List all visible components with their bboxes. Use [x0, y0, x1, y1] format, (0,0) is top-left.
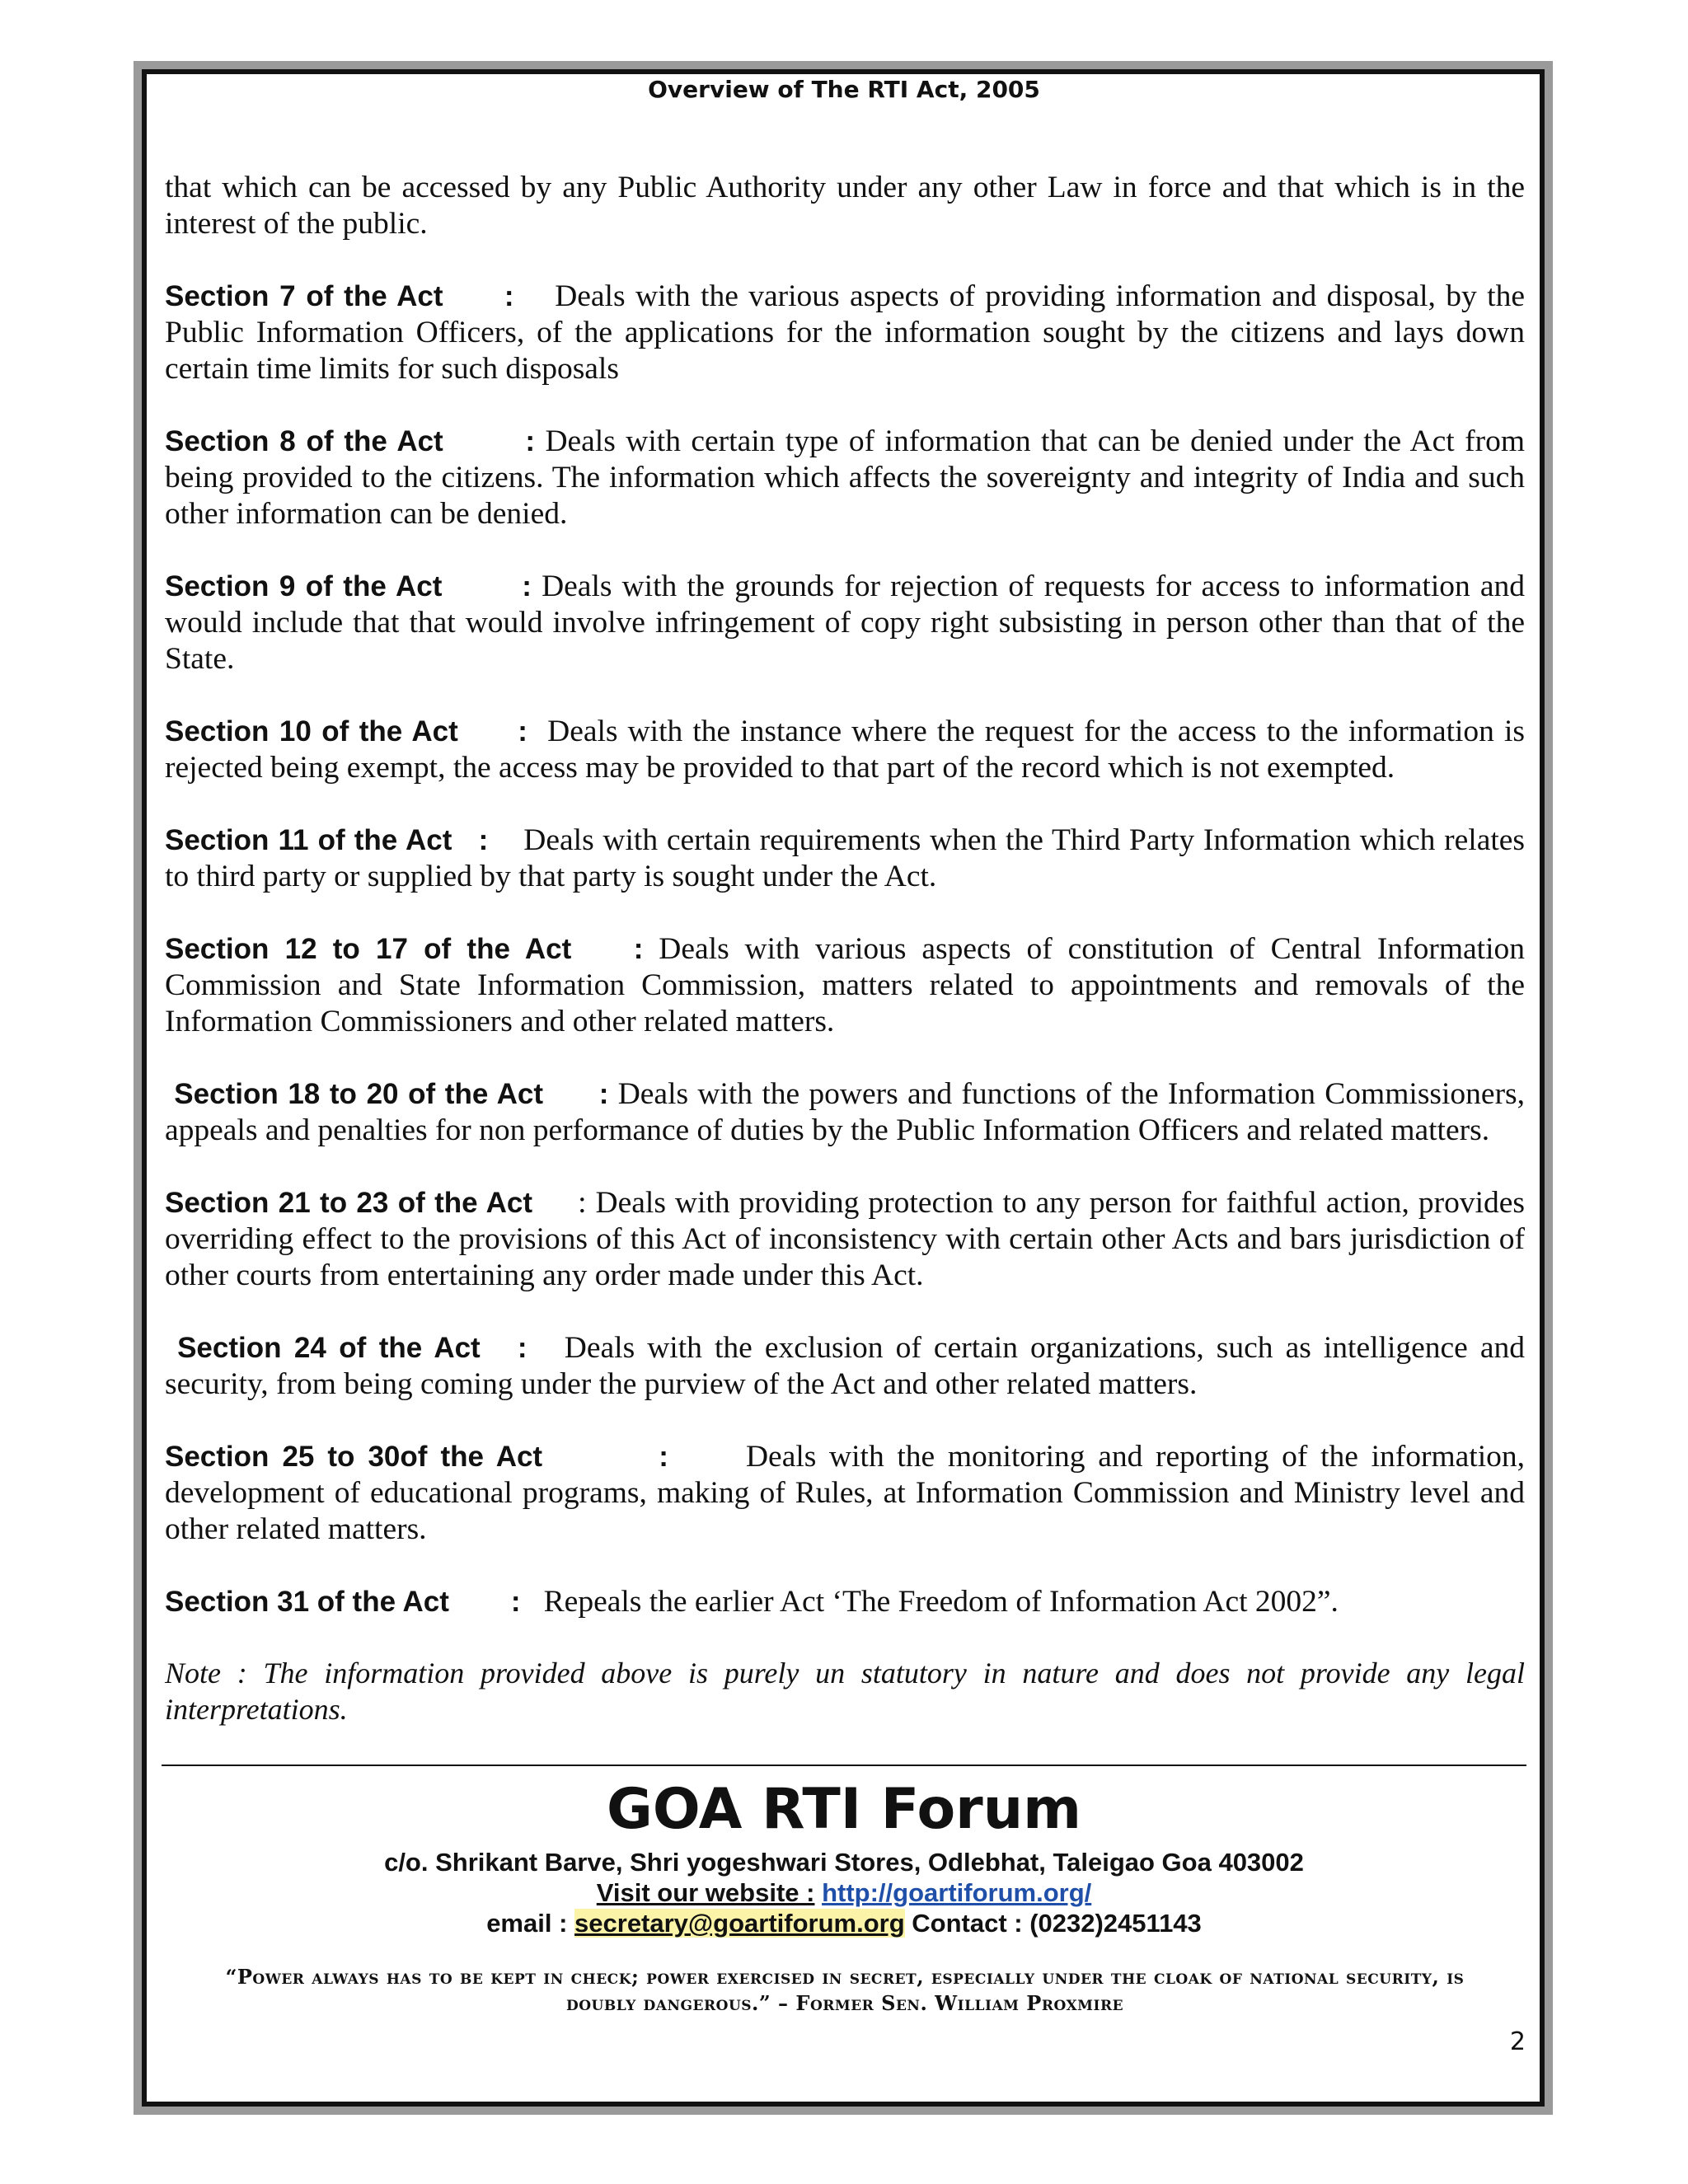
section-10-paragraph [165, 714, 1525, 786]
document-body [165, 170, 1525, 1727]
section-7-paragraph [165, 279, 1525, 387]
section-label: Section 24 of the Act [177, 1332, 481, 1364]
section-label: Section 25 to 30of the Act [165, 1441, 543, 1473]
footer-divider [162, 1765, 1526, 1766]
section-label: Section 11 of the Act [165, 824, 452, 856]
section-label: Section 21 to 23 of the Act [165, 1187, 533, 1219]
section-text: Repeals the earlier Act ‘The Freedom of Information Act 2002”. [543, 1585, 1339, 1619]
section-colon: : [518, 715, 528, 748]
section-9-paragraph [165, 569, 1525, 677]
section-colon: : [659, 1441, 668, 1473]
email-link[interactable]: secretary@goartiforum.org [574, 1909, 905, 1938]
contact-line [0, 1909, 1688, 1938]
section-label: Section 12 to 17 of the Act [165, 933, 572, 965]
disclaimer-note: Note : The information provided above is purely un statutory in nature and does not provide any legal interpretations. [165, 1657, 1525, 1726]
section-colon: : [504, 280, 514, 312]
section-colon: : [517, 1332, 528, 1364]
section-label: Section 7 of the Act [165, 280, 443, 312]
section-24-paragraph [165, 1330, 1525, 1403]
section-colon: : [522, 570, 532, 602]
section-text: Deals with the grounds for rejection of requests for access to information and would include that that would involve infringement of copy right subsisting in person other than that of the State. [165, 569, 1526, 676]
email-label: email : [486, 1909, 568, 1938]
section-colon: : [633, 933, 644, 965]
section-text: Deals with the instance where the request for the access to the information is rejected being exempt, the access may be provided to that part of the record which is not exempted. [165, 715, 1526, 785]
section-text: Deals with the powers and functions of the Information Commissioners, appeals and penalties for non performance of duties by the Public Information Officers and related matters. [165, 1077, 1526, 1147]
section-8-paragraph [165, 424, 1525, 532]
website-link[interactable]: http://goartiforum.org/ [822, 1878, 1092, 1907]
section-text: Deals with providing protection to any person for faithful action, provides overriding effect to the provisions of this Act of inconsistency with certain other Acts and bars jurisdiction of other courts from entertaining any order made under this Act. [165, 1186, 1526, 1292]
forum-name: GOA RTI Forum [607, 1777, 1081, 1842]
section-colon: : [598, 1078, 609, 1110]
section-colon: : [525, 425, 535, 457]
intro-paragraph: that which can be accessed by any Public Authority under any other Law in force and that which is in the interest of the public. [165, 171, 1525, 241]
section-label: Section 31 of the Act [165, 1586, 449, 1618]
section-18-20-paragraph [165, 1076, 1525, 1149]
section-12-17-paragraph [165, 931, 1525, 1040]
section-25-30-paragraph [165, 1439, 1525, 1548]
section-31-paragraph [165, 1584, 1525, 1620]
section-label: Section 10 of the Act [165, 715, 458, 748]
section-11-paragraph [165, 823, 1525, 895]
section-colon: : [478, 824, 489, 856]
section-label: Section 9 of the Act [165, 570, 443, 602]
website-line [0, 1878, 1688, 1908]
section-colon: : [578, 1186, 587, 1220]
section-label: Section 8 of the Act [165, 425, 443, 457]
website-label: Visit our website : [596, 1878, 815, 1907]
section-text: Deals with the various aspects of providing information and disposal, by the Public Information Officers, of the applications for the information sought by the citizens and lays down certain time limits for such disposals [165, 279, 1525, 386]
section-text: Deals with the exclusion of certain organizations, such as intelligence and security, from being coming under the purview of the Act and other related matters. [165, 1331, 1526, 1401]
section-text: Deals with certain type of information that can be denied under the Act from being provided to the citizens. The information which affects the sovereignty and integrity of India and such other information can be denied. [165, 424, 1525, 531]
section-colon: : [510, 1586, 521, 1618]
section-21-23-paragraph [165, 1185, 1525, 1294]
section-text: Deals with various aspects of constitution of Central Information Commission and State Information Commission, matters related to appointments and removals of the Information Commissioners and other related matters. [165, 932, 1526, 1038]
page-header-title: Overview of The RTI Act, 2005 [648, 76, 1040, 103]
forum-address: c/o. Shrikant Barve, Shri yogeshwari Stores, Odlebhat, Taleigao Goa 403002 [384, 1848, 1304, 1877]
proxmire-quote: “Power always has to be kept in check; power exercised in secret, especially under the cloak of national security, is doubly dangerous.” – Former Sen. William Proxmire [225, 1965, 1465, 2015]
section-text: Deals with the monitoring and reporting of the information, development of educational programs, making of Rules, at Information Commission and Ministry level and other related matters. [165, 1440, 1526, 1546]
contact-phone: Contact : (0232)2451143 [912, 1909, 1202, 1938]
page-number: 2 [1509, 2027, 1526, 2056]
section-label: Section 18 to 20 of the Act [174, 1078, 544, 1110]
section-text: Deals with certain requirements when the Third Party Information which relates to third party or supplied by that party is sought under the Act. [165, 823, 1525, 893]
